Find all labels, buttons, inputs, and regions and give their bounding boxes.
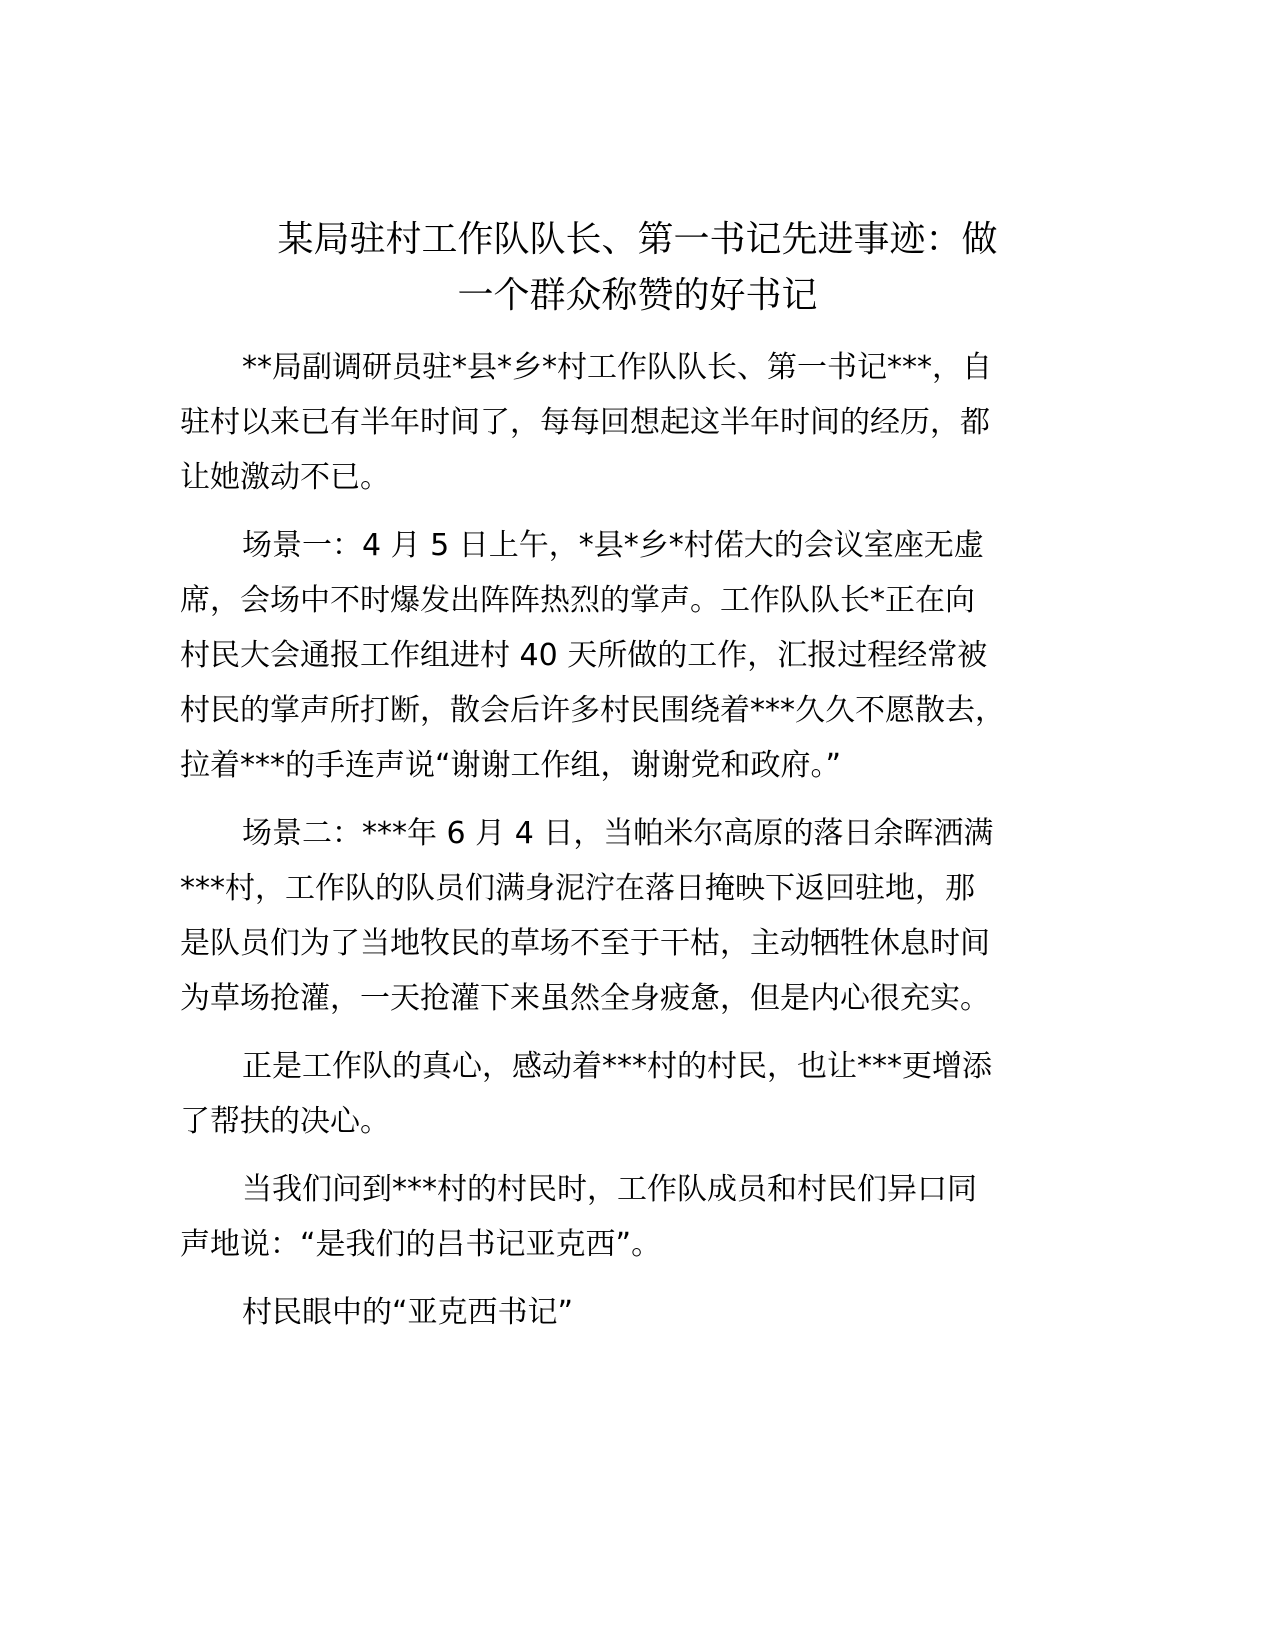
paragraph (180, 1039, 1080, 1149)
text-line: 驻村以来已有半年时间了，每每回想起这半年时间的经历，都 (180, 405, 990, 440)
text-line: **局副调研员驻*县*乡*村工作队队长、第一书记***，自 (242, 350, 992, 385)
text-line: 场景一：4 月 5 日上午，*县*乡*村偌大的会议室座无虚 (242, 528, 984, 563)
text-line: 村民大会通报工作组进村 40 天所做的工作，汇报过程经常被 (180, 638, 988, 673)
paragraph (180, 1162, 1080, 1272)
paragraph (180, 518, 1080, 793)
text-line: 村民的掌声所打断，散会后许多村民围绕着***久久不愿散去， (180, 693, 1005, 728)
paragraph (180, 806, 1080, 1026)
text-line: 当我们问到***村的村民时，工作队成员和村民们异口同 (242, 1172, 977, 1207)
text-line: 拉着***的手连声说“谢谢工作组，谢谢党和政府。” (180, 748, 842, 783)
text-line: ***村，工作队的队员们满身泥泞在落日掩映下返回驻地，那 (180, 871, 975, 906)
text-line: 正是工作队的真心，感动着***村的村民，也让***更增添 (242, 1049, 992, 1084)
title-line: 某局驻村工作队队长、第一书记先进事迹：做 (277, 219, 998, 260)
text-line: 村民眼中的“亚克西书记” (242, 1295, 574, 1330)
title-line: 一个群众称赞的好书记 (457, 275, 818, 316)
document-title (0, 212, 1275, 324)
text-line: 席，会场中不时爆发出阵阵热烈的掌声。工作队队长*正在向 (180, 583, 975, 618)
document-body (180, 340, 1080, 1353)
text-line: 是队员们为了当地牧民的草场不至于干枯，主动牺牲休息时间 (180, 926, 990, 961)
paragraph (180, 1285, 1080, 1340)
text-line: 声地说：“是我们的吕书记亚克西”。 (180, 1227, 662, 1262)
text-line: 让她激动不已。 (180, 460, 390, 495)
text-line: 为草场抢灌，一天抢灌下来虽然全身疲惫，但是内心很充实。 (180, 981, 990, 1016)
text-line: 了帮扶的决心。 (180, 1104, 390, 1139)
paragraph (180, 340, 1080, 505)
text-line: 场景二：***年 6 月 4 日，当帕米尔高原的落日余晖洒满 (242, 816, 994, 851)
